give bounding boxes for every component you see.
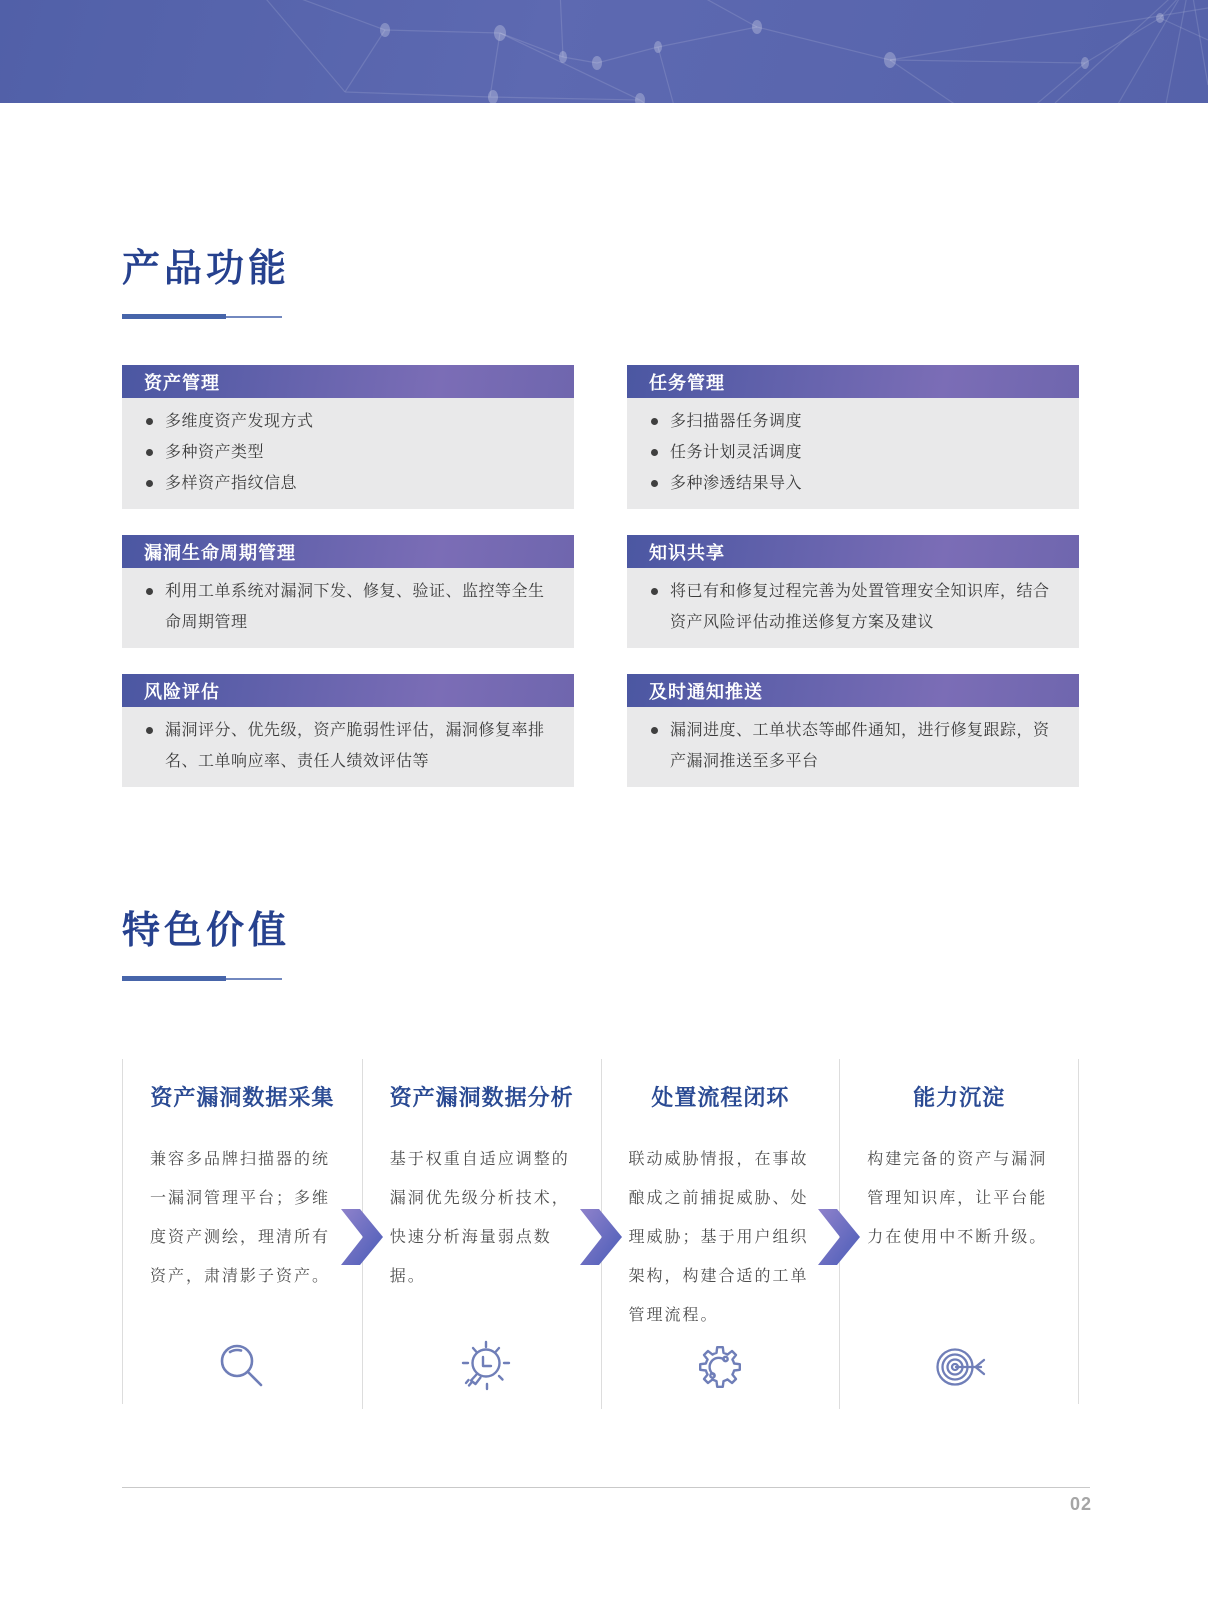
value-step-title: 资产漏洞数据采集 <box>150 1085 335 1110</box>
feature-card-body <box>627 707 1079 787</box>
feature-card-body <box>122 398 574 509</box>
bullet-icon <box>651 418 658 425</box>
feature-card-title: 知识共享 <box>627 535 1079 568</box>
value-step-text: 构建完备的资产与漏洞管理知识库，让平台能力在使用中不断升级。 <box>867 1151 1048 1246</box>
bullet-item: 多扫描器任务调度 <box>651 406 1059 437</box>
network-pattern-icon <box>0 0 1208 103</box>
value-step-title: 资产漏洞数据分析 <box>389 1085 574 1110</box>
footer-divider <box>122 1487 1090 1488</box>
bullet-item: 多维度资产发现方式 <box>146 406 554 437</box>
gear-icon <box>688 1335 752 1399</box>
feature-card-risk-assessment <box>122 674 574 787</box>
value-steps-row <box>122 1059 1079 1404</box>
bullet-icon <box>146 727 153 734</box>
value-step-data-collection <box>123 1059 362 1409</box>
feature-card-body <box>122 707 574 787</box>
bullet-item: 漏洞进度、工单状态等邮件通知，进行修复跟踪，资产漏洞推送至多平台 <box>651 715 1059 777</box>
bullet-icon <box>651 727 658 734</box>
feature-card-title: 风险评估 <box>122 674 574 707</box>
value-step-title: 处置流程闭环 <box>651 1085 790 1110</box>
target-icon <box>926 1335 992 1399</box>
feature-card-title: 及时通知推送 <box>627 674 1079 707</box>
feature-card-asset-management <box>122 365 574 509</box>
page-content <box>122 103 1079 1404</box>
bullet-item: 利用工单系统对漏洞下发、修复、验证、监控等全生命周期管理 <box>146 576 554 638</box>
section-title-product-features: 产品功能 <box>122 248 291 290</box>
underline-thin-bar <box>226 316 282 318</box>
title-underline <box>122 314 1079 319</box>
feature-card-body <box>122 568 574 648</box>
feature-card-body <box>627 398 1079 509</box>
header-banner <box>0 0 1208 103</box>
bullet-item: 多样资产指纹信息 <box>146 468 554 499</box>
page-number: 02 <box>1069 1494 1092 1514</box>
underline-thin-bar <box>226 978 282 980</box>
feature-card-body <box>627 568 1079 648</box>
feature-card-title: 资产管理 <box>122 365 574 398</box>
feature-card-title: 任务管理 <box>627 365 1079 398</box>
idea-icon <box>450 1335 514 1399</box>
search-icon <box>210 1335 274 1399</box>
chevron-right-icon <box>818 1209 860 1265</box>
bullet-item: 多种资产类型 <box>146 437 554 468</box>
title-underline <box>122 976 1079 981</box>
feature-card-vuln-lifecycle <box>122 535 574 648</box>
value-step-text: 基于权重自适应调整的漏洞优先级分析技术，快速分析海量弱点数据。 <box>389 1151 570 1285</box>
underline-thick-bar <box>122 976 226 981</box>
feature-card-title: 漏洞生命周期管理 <box>122 535 574 568</box>
feature-card-knowledge-sharing <box>627 535 1079 648</box>
bullet-icon <box>146 480 153 487</box>
bullet-icon <box>651 588 658 595</box>
section-product-features <box>122 237 1079 787</box>
value-step-process-loop <box>601 1059 840 1409</box>
bullet-item: 任务计划灵活调度 <box>651 437 1059 468</box>
chevron-right-icon <box>580 1209 622 1265</box>
bullet-item: 漏洞评分、优先级，资产脆弱性评估，漏洞修复率排名、工单响应率、责任人绩效评估等 <box>146 715 554 777</box>
feature-cards-grid <box>122 365 1079 787</box>
chevron-right-icon <box>341 1209 383 1265</box>
section-title-feature-values: 特色价值 <box>122 910 291 952</box>
feature-card-task-management <box>627 365 1079 509</box>
value-step-text: 联动威胁情报，在事故酿成之前捕捉威胁、处理威胁；基于用户组织架构，构建合适的工单管理流程。 <box>628 1151 809 1324</box>
bullet-item: 将已有和修复过程完善为处置管理安全知识库，结合资产风险评估动推送修复方案及建议 <box>651 576 1059 638</box>
bullet-icon <box>651 449 658 456</box>
value-step-capability <box>839 1059 1078 1409</box>
value-step-data-analysis <box>362 1059 601 1409</box>
bullet-icon <box>146 418 153 425</box>
bullet-item: 多种渗透结果导入 <box>651 468 1059 499</box>
bullet-icon <box>146 588 153 595</box>
underline-thick-bar <box>122 314 226 319</box>
value-step-title: 能力沉淀 <box>913 1085 1006 1110</box>
bullet-icon <box>651 480 658 487</box>
feature-card-notification-push <box>627 674 1079 787</box>
bullet-icon <box>146 449 153 456</box>
section-feature-values <box>122 899 1079 1404</box>
value-step-text: 兼容多品牌扫描器的统一漏洞管理平台；多维度资产测绘，理清所有资产，肃清影子资产。 <box>150 1151 331 1285</box>
